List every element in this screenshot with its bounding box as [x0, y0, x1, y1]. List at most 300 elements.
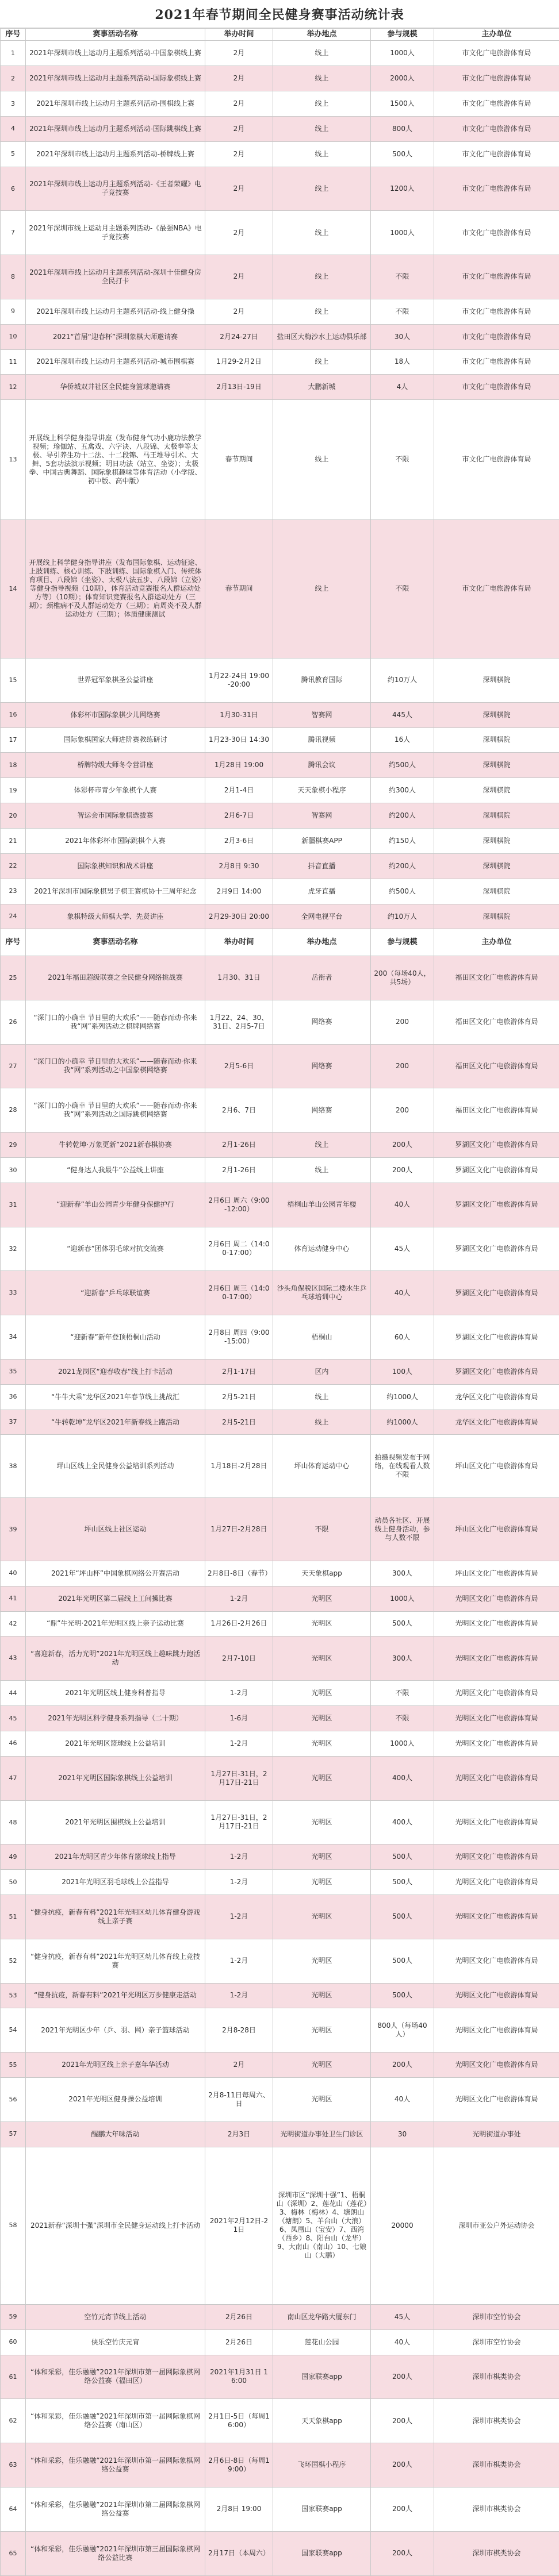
repeated-header-row — [1, 929, 559, 956]
cell-organizer: 福田区文化广电旅游体育局 — [434, 1000, 559, 1044]
cell-event-name: 2021年深圳市国际象棋男子棋王赛棋协十三周年纪念 — [26, 879, 205, 904]
table-row — [1, 1183, 559, 1227]
cell-scale: 500人 — [371, 1939, 434, 1983]
cell-event-name: 2021年深圳市线上运动月主题系列活动-桥牌线上赛 — [26, 141, 205, 167]
cell-scale: 300人 — [371, 1561, 434, 1586]
cell-scale: 约1000人 — [371, 1410, 434, 1435]
cell-date: 2月6、7日 — [205, 1088, 273, 1133]
cell-index: 17 — [1, 727, 26, 753]
cell-venue: 智赛网 — [273, 702, 371, 727]
cell-event-name: 牛转乾坤·万象更新”2021新春棋协赛 — [26, 1133, 205, 1158]
cell-index: 4 — [1, 116, 26, 141]
cell-venue: 腾讯教育国际 — [273, 658, 371, 702]
cell-event-name: 2021年体彩杯市国际跳棋个人赛 — [26, 829, 205, 854]
cell-scale: 60人 — [371, 1315, 434, 1360]
cell-date: 2月26日 — [205, 2329, 273, 2355]
header-venue: 举办地点 — [273, 929, 371, 956]
table-row — [1, 2053, 559, 2078]
cell-event-name: 侠乐空竹庆元宵 — [26, 2329, 205, 2355]
header-scale: 参与规模 — [371, 929, 434, 956]
cell-event-name: 开展线上科学健身指导讲座（发布健身气功小鹿功法教学视频；瑜伽站、五禽戏、六字诀、八段锦、太极拳等太极、导引养生功十二法、十二段锦、马王堆导引术、大舞、5套功法演示视频；明日功法（站立、坐姿）；太极拳、中国古典舞蹈、国际象棋趣味等体育活动（小学版、初中版、高中版） — [26, 400, 205, 519]
cell-scale: 200人 — [371, 2443, 434, 2488]
cell-organizer: 光明区文化广电旅游体育局 — [434, 1637, 559, 1681]
cell-index: 35 — [1, 1359, 26, 1384]
cell-scale: 不限 — [371, 255, 434, 299]
cell-date: 1-2月 — [205, 1845, 273, 1870]
cell-venue: 线上 — [273, 1384, 371, 1410]
cell-event-name: 国际象棋知识和战术讲座 — [26, 853, 205, 879]
cell-organizer: 罗湖区文化广电旅游体育局 — [434, 1183, 559, 1227]
cell-event-name: “健身抗疫，新春有料”2021年光明区幼儿体育健身游戏线上亲子赛 — [26, 1895, 205, 1939]
cell-venue: 体育运动健身中心 — [273, 1227, 371, 1271]
cell-venue: 全网电视平台 — [273, 904, 371, 929]
cell-event-name: 国际象棋国家大师进阶赛教练研讨 — [26, 727, 205, 753]
cell-index: 29 — [1, 1133, 26, 1158]
cell-event-name: “深门口的小确幸 节日里的大欢乐”——随春而动·你来我“网”系列活动之棋牌网络赛 — [26, 1000, 205, 1044]
cell-date: 2月9日 14:00 — [205, 879, 273, 904]
cell-scale: 约500人 — [371, 753, 434, 778]
cell-venue: 网络赛 — [273, 1000, 371, 1044]
cell-date: 1-2月 — [205, 1870, 273, 1895]
cell-scale: 40人 — [371, 1271, 434, 1315]
cell-venue: 线上 — [273, 299, 371, 324]
cell-scale: 1500人 — [371, 91, 434, 116]
cell-date: 2月5-21日 — [205, 1384, 273, 1410]
cell-event-name: 2021新春“深圳十强”深圳市全民健身运动线上打卡活动 — [26, 2147, 205, 2304]
cell-venue: 抖音直播 — [273, 853, 371, 879]
cell-date: 2021年1月31日 16:00 — [205, 2355, 273, 2399]
cell-scale: 4人 — [371, 375, 434, 400]
cell-index: 49 — [1, 1845, 26, 1870]
cell-date: 1-2月 — [205, 1895, 273, 1939]
cell-date: 2月5-6日 — [205, 1044, 273, 1088]
cell-venue: 国家联赛app — [273, 2531, 371, 2575]
cell-index: 45 — [1, 1706, 26, 1731]
cell-scale: 1000人 — [371, 41, 434, 66]
cell-date: 2月1日-5日（每周16:00） — [205, 2399, 273, 2443]
cell-scale: 200人 — [371, 2487, 434, 2531]
cell-date: 2月24-27日 — [205, 324, 273, 349]
cell-venue: 沙头角保税区国际二楼水生乒乓球培训中心 — [273, 1271, 371, 1315]
table-row — [1, 349, 559, 375]
cell-index: 41 — [1, 1586, 26, 1611]
cell-event-name: 2021年光明区少年（乒、羽、网）亲子篮球活动 — [26, 2008, 205, 2053]
cell-organizer: 深圳市棋类协会 — [434, 2443, 559, 2488]
cell-date: 2月8日-8日（春节） — [205, 1561, 273, 1586]
cell-scale: 动员各社区、开展线上健身活动，参与人数不限 — [371, 1498, 434, 1561]
cell-organizer: 罗湖区文化广电旅游体育局 — [434, 1315, 559, 1360]
cell-event-name: 2021年光明区国际象棋线上公益培训 — [26, 1756, 205, 1800]
table-row — [1, 956, 559, 1000]
cell-date: 1-2月 — [205, 1731, 273, 1756]
cell-organizer: 市文化广电旅游体育局 — [434, 349, 559, 375]
cell-event-name: 2021年深圳市线上运动月主题系列活动-国际跳棋线上赛 — [26, 116, 205, 141]
table-row — [1, 2531, 559, 2575]
cell-index: 6 — [1, 167, 26, 211]
cell-index: 60 — [1, 2329, 26, 2355]
cell-organizer: 光明区文化广电旅游体育局 — [434, 1611, 559, 1637]
cell-venue: 光明区 — [273, 1611, 371, 1637]
table-row — [1, 2399, 559, 2443]
header-scale: 参与规模 — [371, 29, 434, 41]
cell-scale: 1000人 — [371, 1586, 434, 1611]
table-row — [1, 778, 559, 803]
cell-event-name: 华侨城双井社区全民健身篮球邀请赛 — [26, 375, 205, 400]
cell-venue: 岳衔者 — [273, 956, 371, 1000]
cell-organizer: 龙华区文化广电旅游体育局 — [434, 1410, 559, 1435]
cell-organizer: 深圳市棋类协会 — [434, 2399, 559, 2443]
cell-venue: 线上 — [273, 1157, 371, 1183]
cell-date: 1月18日-2月28日 — [205, 1435, 273, 1498]
cell-scale: 16人 — [371, 727, 434, 753]
cell-event-name: 醒鹏大年味活动 — [26, 2121, 205, 2147]
cell-organizer: 罗湖区文化广电旅游体育局 — [434, 1227, 559, 1271]
cell-scale: 500人 — [371, 1870, 434, 1895]
cell-scale: 200人 — [371, 2053, 434, 2078]
table-row — [1, 1731, 559, 1756]
cell-date: 1月27日-2月28日 — [205, 1498, 273, 1561]
cell-date: 2月3-6日 — [205, 829, 273, 854]
cell-index: 11 — [1, 349, 26, 375]
cell-scale: 不限 — [371, 1706, 434, 1731]
cell-index: 8 — [1, 255, 26, 299]
cell-scale: 200人 — [371, 1157, 434, 1183]
table-row — [1, 2147, 559, 2304]
cell-scale: 2000人 — [371, 66, 434, 91]
cell-organizer: 深圳棋院 — [434, 778, 559, 803]
cell-index: 28 — [1, 1088, 26, 1133]
cell-date: 2月5-21日 — [205, 1410, 273, 1435]
cell-venue: 光明区 — [273, 1895, 371, 1939]
cell-scale: 300人 — [371, 1637, 434, 1681]
cell-date: 2月 — [205, 41, 273, 66]
cell-venue: 光明区 — [273, 1681, 371, 1706]
cell-date: 2月1-26日 — [205, 1157, 273, 1183]
cell-date: 1月29-2月2日 — [205, 349, 273, 375]
cell-event-name: 坪山区线上全民健身公益培训系列活动 — [26, 1435, 205, 1498]
cell-date: 2月 — [205, 211, 273, 255]
cell-event-name: 2021年福田超级联赛之全民健身网络挑战赛 — [26, 956, 205, 1000]
cell-venue: 南山区龙华路大厦东门 — [273, 2304, 371, 2329]
cell-date: 2月17日（本周六） — [205, 2531, 273, 2575]
cell-venue: 网络赛 — [273, 1088, 371, 1133]
cell-organizer: 深圳棋院 — [434, 853, 559, 879]
cell-scale: 400人 — [371, 1756, 434, 1800]
cell-index: 37 — [1, 1410, 26, 1435]
cell-event-name: 2021年光明区科学健身系列指导（二十期） — [26, 1706, 205, 1731]
cell-event-name: 2021年光明区篮球线上公益培训 — [26, 1731, 205, 1756]
cell-organizer: 光明区文化广电旅游体育局 — [434, 2053, 559, 2078]
cell-date: 2月6日 周二（14:00-17:00） — [205, 1227, 273, 1271]
cell-organizer: 深圳棋院 — [434, 658, 559, 702]
table-row — [1, 753, 559, 778]
header-organizer: 主办单位 — [434, 29, 559, 41]
cell-event-name: “牛转乾坤”龙华区2021年新春线上跑活动 — [26, 1410, 205, 1435]
cell-organizer: 市文化广电旅游体育局 — [434, 167, 559, 211]
cell-venue: 盐田区大梅沙水上运动俱乐部 — [273, 324, 371, 349]
header-organizer: 主办单位 — [434, 929, 559, 956]
table-row — [1, 1384, 559, 1410]
cell-venue: 光明区 — [273, 2053, 371, 2078]
cell-organizer: 光明区文化广电旅游体育局 — [434, 1845, 559, 1870]
cell-venue: 腾讯视频 — [273, 727, 371, 753]
cell-organizer: 深圳棋院 — [434, 727, 559, 753]
cell-index: 44 — [1, 1681, 26, 1706]
cell-date: 2月6日-8日（每周19:00） — [205, 2443, 273, 2488]
table-row — [1, 41, 559, 66]
cell-organizer: 深圳棋院 — [434, 702, 559, 727]
cell-organizer: 市文化广电旅游体育局 — [434, 255, 559, 299]
cell-venue: 天天象棋app — [273, 1561, 371, 1586]
table-row — [1, 375, 559, 400]
cell-index: 10 — [1, 324, 26, 349]
cell-scale: 200 — [371, 1044, 434, 1088]
cell-event-name: 2021年深圳市线上运动月主题系列活动-中国象棋线上赛 — [26, 41, 205, 66]
cell-event-name: 2021年深圳市线上运动月主题系列活动-围棋线上赛 — [26, 91, 205, 116]
cell-event-name: “体和采彩，佳乐融融”2021年深圳市第二届网际象棋网络公益赛 — [26, 2487, 205, 2531]
cell-index: 34 — [1, 1315, 26, 1360]
cell-organizer: 深圳棋院 — [434, 879, 559, 904]
table-row — [1, 66, 559, 91]
table-row — [1, 1706, 559, 1731]
cell-organizer: 罗湖区文化广电旅游体育局 — [434, 1133, 559, 1158]
event-table — [0, 28, 559, 2576]
cell-index: 7 — [1, 211, 26, 255]
table-row — [1, 1611, 559, 1637]
table-row — [1, 1983, 559, 2008]
cell-organizer: 深圳市棋类协会 — [434, 2487, 559, 2531]
cell-organizer: 深圳棋院 — [434, 753, 559, 778]
table-row — [1, 1359, 559, 1384]
cell-index: 25 — [1, 956, 26, 1000]
cell-venue: 线上 — [273, 255, 371, 299]
cell-index: 33 — [1, 1271, 26, 1315]
table-row — [1, 803, 559, 829]
cell-date: 1月28日 19:00 — [205, 753, 273, 778]
cell-date: 2021年2月12日-21日 — [205, 2147, 273, 2304]
header-date: 举办时间 — [205, 29, 273, 41]
cell-index: 13 — [1, 400, 26, 519]
cell-date: 2月6日 周三（14:00-17:00） — [205, 1271, 273, 1315]
cell-venue: 梧桐山 — [273, 1315, 371, 1360]
cell-venue: 区内 — [273, 1359, 371, 1384]
cell-index: 30 — [1, 1157, 26, 1183]
cell-scale: 约150人 — [371, 829, 434, 854]
cell-venue: 光明区 — [273, 2008, 371, 2053]
cell-organizer: 市文化广电旅游体育局 — [434, 211, 559, 255]
table-row — [1, 904, 559, 929]
cell-date: 2月6日 周六（9:00-12:00） — [205, 1183, 273, 1227]
cell-organizer: 光明区文化广电旅游体育局 — [434, 1939, 559, 1983]
cell-organizer: 市文化广电旅游体育局 — [434, 66, 559, 91]
header-event-name: 赛事活动名称 — [26, 29, 205, 41]
cell-index: 9 — [1, 299, 26, 324]
table-row — [1, 2008, 559, 2053]
cell-index: 12 — [1, 375, 26, 400]
cell-venue: 光明区 — [273, 1983, 371, 2008]
cell-index: 48 — [1, 1800, 26, 1845]
cell-event-name: 2021年光明区青少年体育篮球线上指导 — [26, 1845, 205, 1870]
cell-date: 2月 — [205, 167, 273, 211]
cell-organizer: 市文化广电旅游体育局 — [434, 299, 559, 324]
cell-organizer: 光明区文化广电旅游体育局 — [434, 1681, 559, 1706]
cell-organizer: 福田区文化广电旅游体育局 — [434, 1088, 559, 1133]
cell-index: 50 — [1, 1870, 26, 1895]
cell-scale: 200人 — [371, 2531, 434, 2575]
cell-scale: 1200人 — [371, 167, 434, 211]
cell-scale: 40人 — [371, 2078, 434, 2122]
cell-index: 58 — [1, 2147, 26, 2304]
cell-venue: 飞环国棋小程序 — [273, 2443, 371, 2488]
cell-organizer: 罗湖区文化广电旅游体育局 — [434, 1271, 559, 1315]
cell-organizer: 光明区文化广电旅游体育局 — [434, 2078, 559, 2122]
cell-scale: 不限 — [371, 400, 434, 519]
cell-event-name: “健身达人我最牛”公益线上讲座 — [26, 1157, 205, 1183]
cell-venue: 坪山体育运动中心 — [273, 1435, 371, 1498]
cell-date: 1-2月 — [205, 1586, 273, 1611]
cell-event-name: 2021年深圳市线上运动月主题系列活动-国际象棋线上赛 — [26, 66, 205, 91]
cell-scale: 约10万人 — [371, 658, 434, 702]
cell-date: 2月8日 周四（9:00-15:00） — [205, 1315, 273, 1360]
table-row — [1, 1044, 559, 1088]
header-event-name: 赛事活动名称 — [26, 929, 205, 956]
cell-scale: 约200人 — [371, 803, 434, 829]
cell-event-name: “健身抗疫，新春有料”2021年光明区幼儿体育线上竞技赛 — [26, 1939, 205, 1983]
cell-venue: 线上 — [273, 41, 371, 66]
cell-venue: 新疆棋赛APP — [273, 829, 371, 854]
cell-venue: 光明区 — [273, 1800, 371, 1845]
cell-event-name: “健身抗疫，新春有料”2021年光明区万步健康走活动 — [26, 1983, 205, 2008]
cell-date: 2月 — [205, 141, 273, 167]
cell-venue: 光明街道办事处卫生门诊区 — [273, 2121, 371, 2147]
cell-event-name: “鼎”牛光明·2021年光明区线上亲子运动比赛 — [26, 1611, 205, 1637]
table-row — [1, 1845, 559, 1870]
table-row — [1, 2355, 559, 2399]
cell-organizer: 光明区文化广电旅游体育局 — [434, 2008, 559, 2053]
cell-date: 2月13日-19日 — [205, 375, 273, 400]
cell-organizer: 深圳市棋类协会 — [434, 2531, 559, 2575]
table-row — [1, 400, 559, 519]
cell-organizer: 市文化广电旅游体育局 — [434, 324, 559, 349]
cell-venue: 线上 — [273, 349, 371, 375]
cell-venue: 光明区 — [273, 1586, 371, 1611]
cell-organizer: 光明区文化广电旅游体育局 — [434, 1870, 559, 1895]
cell-venue: 线上 — [273, 519, 371, 658]
table-row — [1, 167, 559, 211]
cell-scale: 约1000人 — [371, 1384, 434, 1410]
cell-index: 51 — [1, 1895, 26, 1939]
cell-organizer: 光明区文化广电旅游体育局 — [434, 1800, 559, 1845]
cell-scale: 800人 — [371, 116, 434, 141]
cell-date: 2月 — [205, 66, 273, 91]
cell-index: 31 — [1, 1183, 26, 1227]
cell-organizer: 光明区文化广电旅游体育局 — [434, 1706, 559, 1731]
cell-venue: 光明区 — [273, 1845, 371, 1870]
header-index: 序号 — [1, 929, 26, 956]
cell-venue: 国家联赛app — [273, 2355, 371, 2399]
cell-event-name: “迎新春”团体羽毛球对抗交流赛 — [26, 1227, 205, 1271]
cell-event-name: 2021年深圳市线上运动月主题系列活动-《最强NBA》电子竞技赛 — [26, 211, 205, 255]
cell-event-name: 2021年深圳市线上运动月主题系列活动-城市围棋赛 — [26, 349, 205, 375]
cell-venue: 腾讯会议 — [273, 753, 371, 778]
cell-date: 春节期间 — [205, 400, 273, 519]
cell-scale: 500人 — [371, 1983, 434, 2008]
cell-event-name: “体和采彩，佳乐融融”2021年深圳市第一届网际象棋网络公益赛 — [26, 2443, 205, 2488]
table-row — [1, 2304, 559, 2329]
cell-event-name: “牛牛大乘”龙华区2021年春节线上挑战汇 — [26, 1384, 205, 1410]
cell-scale: 拍摄视频发布于网络，在线观看人数不限 — [371, 1435, 434, 1498]
table-row — [1, 2443, 559, 2488]
cell-event-name: “喜迎新春，活力光明”2021年光明区线上趣味跳力跑活动 — [26, 1637, 205, 1681]
cell-scale: 不限 — [371, 299, 434, 324]
cell-organizer: 光明区文化广电旅游体育局 — [434, 1895, 559, 1939]
cell-date: 2月3日 — [205, 2121, 273, 2147]
cell-venue: 大鹏新城 — [273, 375, 371, 400]
cell-venue: 深圳市区“深圳十强”1、梧桐山（深圳）2、莲花山（莲花）3、梅林（梅林）4、塘朗山（塘朗）5、羊台山（大浪）6、凤凰山（宝安）7、西湾（西乡）8、阳台山（龙华）9、大南山（南山）10、七娘山（大鹏） — [273, 2147, 371, 2304]
cell-index: 57 — [1, 2121, 26, 2147]
cell-organizer: 光明区文化广电旅游体育局 — [434, 1731, 559, 1756]
cell-scale: 45人 — [371, 2304, 434, 2329]
cell-organizer: 福田区文化广电旅游体育局 — [434, 956, 559, 1000]
cell-venue: 虎牙直播 — [273, 879, 371, 904]
header-index: 序号 — [1, 29, 26, 41]
cell-event-name: 桥牌特级大师冬令营讲座 — [26, 753, 205, 778]
cell-event-name: “体和采彩，佳乐融融”2021年深圳市第一届网际象棋网络公益赛（福田区） — [26, 2355, 205, 2399]
cell-organizer: 光明区文化广电旅游体育局 — [434, 1756, 559, 1800]
cell-organizer: 市文化广电旅游体育局 — [434, 400, 559, 519]
cell-scale: 约500人 — [371, 879, 434, 904]
table-row — [1, 1895, 559, 1939]
cell-venue: 不限 — [273, 1498, 371, 1561]
cell-venue: 网络赛 — [273, 1044, 371, 1088]
cell-event-name: 2021龙岗区“迎春收春”线上打卡活动 — [26, 1359, 205, 1384]
cell-venue: 线上 — [273, 1133, 371, 1158]
cell-index: 23 — [1, 879, 26, 904]
cell-event-name: 2021年深圳市线上运动月主题系列活动-《王者荣耀》电子竞技赛 — [26, 167, 205, 211]
cell-venue: 线上 — [273, 1410, 371, 1435]
table-row — [1, 255, 559, 299]
cell-date: 1-6月 — [205, 1706, 273, 1731]
cell-organizer: 罗湖区文化广电旅游体育局 — [434, 1359, 559, 1384]
cell-event-name: “深门口的小确幸 节日里的大欢乐”——随春而动·你来我“网”系列活动之中国象棋网络赛 — [26, 1044, 205, 1088]
cell-organizer: 深圳棋院 — [434, 904, 559, 929]
cell-date: 2月6-7日 — [205, 803, 273, 829]
cell-organizer: 坪山区文化广电旅游体育局 — [434, 1498, 559, 1561]
cell-scale: 500人 — [371, 1895, 434, 1939]
cell-event-name: “体和采彩，佳乐融融”2021年深圳市第三届国际象棋网络公益比赛 — [26, 2531, 205, 2575]
cell-organizer: 市文化广电旅游体育局 — [434, 116, 559, 141]
cell-index: 27 — [1, 1044, 26, 1088]
cell-scale: 40人 — [371, 1183, 434, 1227]
cell-organizer: 市文化广电旅游体育局 — [434, 141, 559, 167]
cell-organizer: 光明区文化广电旅游体育局 — [434, 1983, 559, 2008]
cell-scale: 200（每场40人，共5场） — [371, 956, 434, 1000]
cell-venue: 线上 — [273, 167, 371, 211]
cell-index: 20 — [1, 803, 26, 829]
cell-organizer: 市文化广电旅游体育局 — [434, 41, 559, 66]
cell-index: 26 — [1, 1000, 26, 1044]
cell-index: 40 — [1, 1561, 26, 1586]
table-row — [1, 2487, 559, 2531]
table-row — [1, 1435, 559, 1498]
cell-index: 2 — [1, 66, 26, 91]
table-row — [1, 1870, 559, 1895]
cell-date: 2月1-26日 — [205, 1133, 273, 1158]
table-row — [1, 702, 559, 727]
table-row — [1, 116, 559, 141]
cell-scale: 400人 — [371, 1800, 434, 1845]
cell-organizer: 市文化广电旅游体育局 — [434, 375, 559, 400]
